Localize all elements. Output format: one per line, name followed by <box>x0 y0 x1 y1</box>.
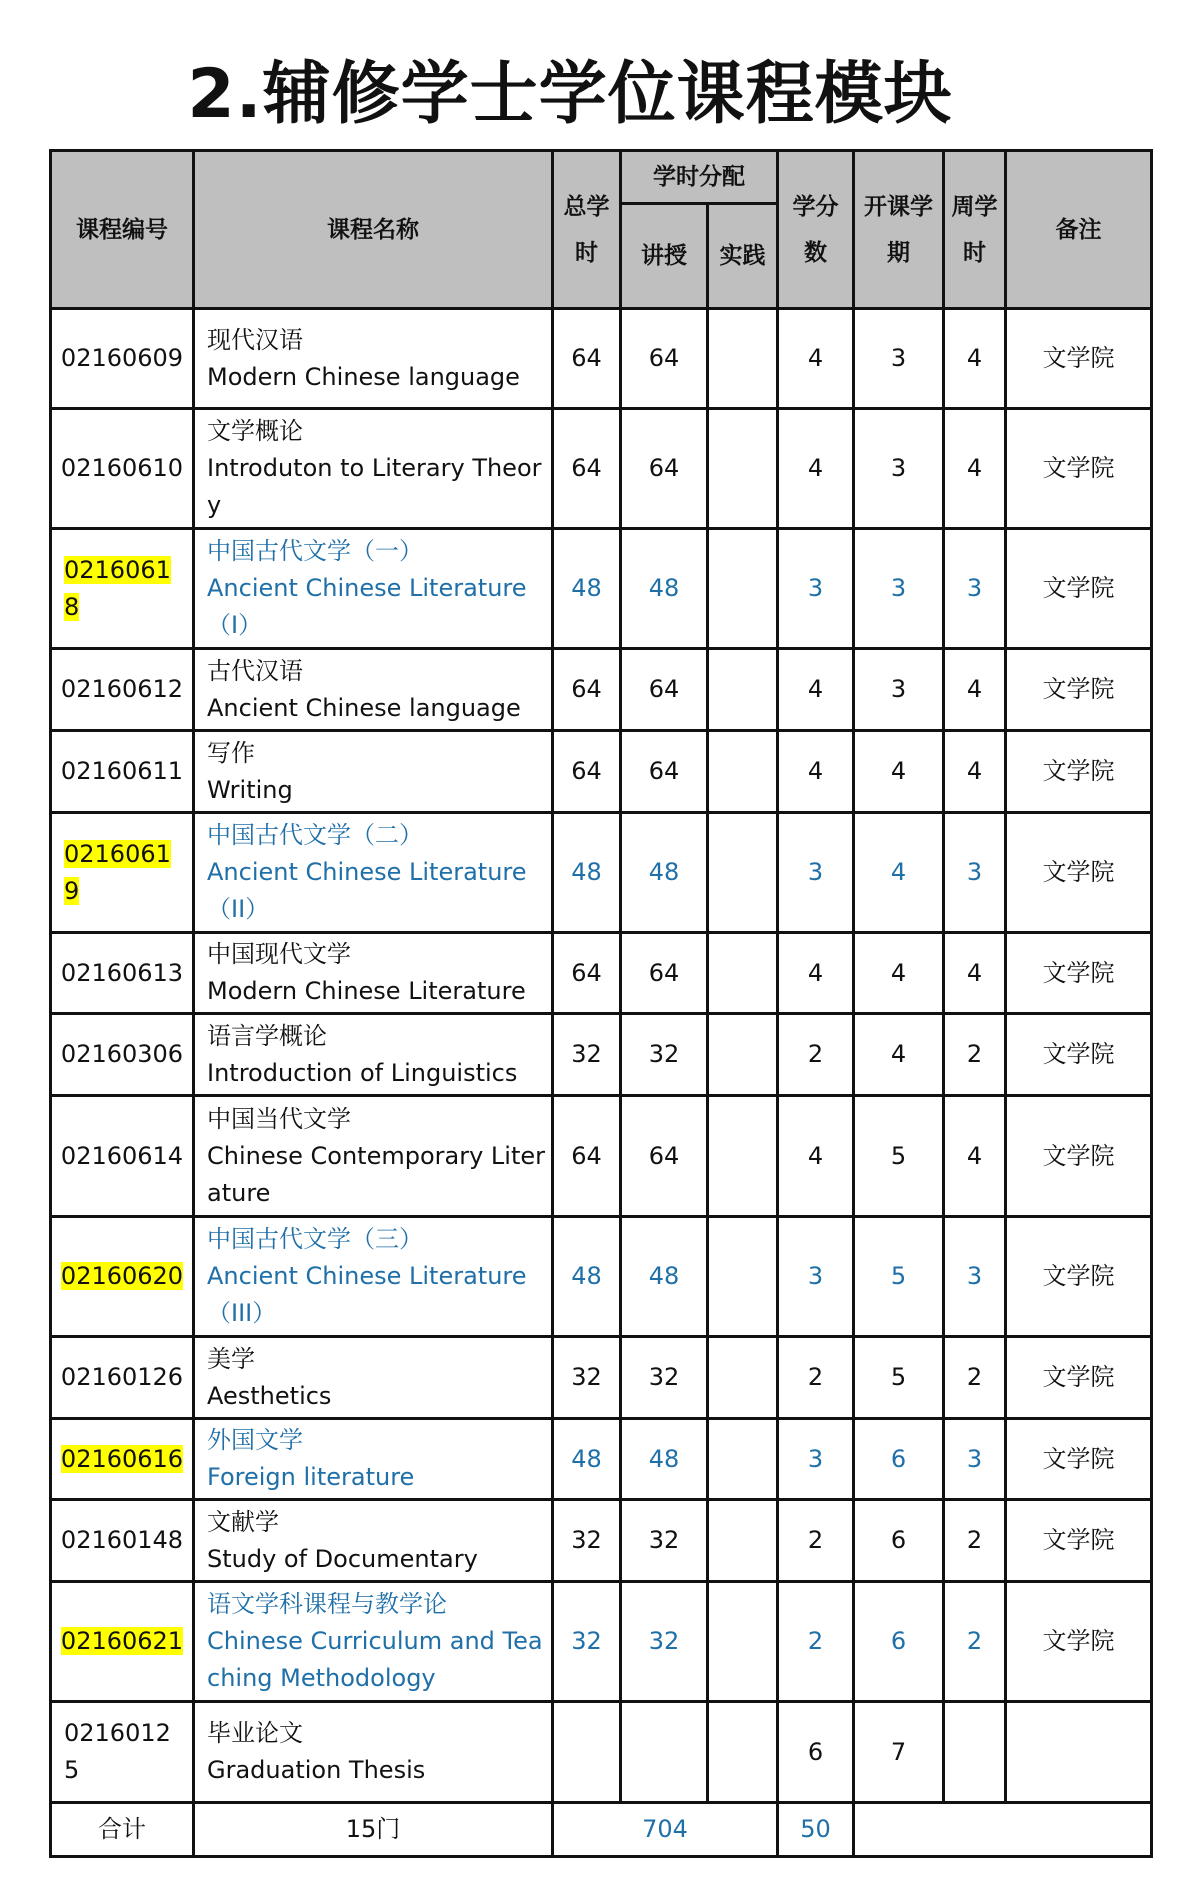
course-row <box>51 309 1152 409</box>
course-code-text: 02160618 <box>64 555 171 621</box>
total-hours-cell: 64 <box>553 649 621 731</box>
lecture-hours-cell: 64 <box>621 1096 708 1217</box>
course-code-text: 02160614 <box>60 1141 184 1170</box>
remark-cell: 文学院 <box>1006 1419 1152 1500</box>
course-row <box>51 1702 1152 1803</box>
lecture-hours-cell: 32 <box>621 1014 708 1096</box>
credits-cell: 4 <box>778 409 854 529</box>
lecture-hours-cell <box>621 1702 708 1803</box>
course-row <box>51 1337 1152 1419</box>
total-credits: 50 <box>778 1803 854 1857</box>
course-row <box>51 529 1152 649</box>
course-code <box>51 1702 194 1803</box>
course-code-text: 02160616 <box>60 1444 184 1473</box>
course-code <box>51 1217 194 1337</box>
course-name-en: Foreign literature <box>207 1463 415 1491</box>
credits-cell: 4 <box>778 649 854 731</box>
header-total-hours: 总学时 <box>553 151 621 309</box>
practice-hours-cell <box>708 933 778 1014</box>
practice-hours-cell <box>708 1014 778 1096</box>
course-row <box>51 649 1152 731</box>
practice-hours-cell <box>708 1096 778 1217</box>
remark-cell: 文学院 <box>1006 933 1152 1014</box>
course-name-en: Ancient Chinese language <box>207 693 521 722</box>
semester-cell: 7 <box>854 1702 944 1803</box>
weekly-hours-cell: 4 <box>944 309 1006 409</box>
course-code <box>51 1419 194 1500</box>
course-code-text: 02160621 <box>60 1627 184 1655</box>
total-hours-cell: 32 <box>553 1500 621 1582</box>
course-name <box>194 1096 553 1217</box>
lecture-hours-cell: 32 <box>621 1500 708 1582</box>
credits-cell: 6 <box>778 1702 854 1803</box>
semester-cell: 5 <box>854 1217 944 1337</box>
course-row <box>51 409 1152 529</box>
course-code-text: 02160612 <box>60 675 184 703</box>
total-hours-cell <box>553 1702 621 1803</box>
credits-cell: 2 <box>778 1582 854 1702</box>
remark-cell: 文学院 <box>1006 1014 1152 1096</box>
practice-hours-cell <box>708 813 778 933</box>
credits-cell: 2 <box>778 1337 854 1419</box>
course-name-cn: 现代汉语 <box>207 325 303 354</box>
course-name <box>194 1702 553 1803</box>
course-name <box>194 813 553 933</box>
course-name-cn: 文学概论 <box>207 417 303 445</box>
remark-cell: 文学院 <box>1006 1582 1152 1702</box>
course-name <box>194 1500 553 1582</box>
practice-hours-cell <box>708 1419 778 1500</box>
course-code-text: 02160148 <box>60 1526 184 1554</box>
header-credits: 学分数 <box>778 151 854 309</box>
semester-cell: 3 <box>854 309 944 409</box>
credits-cell: 3 <box>778 1217 854 1337</box>
course-row <box>51 731 1152 813</box>
practice-hours-cell <box>708 1500 778 1582</box>
semester-cell: 6 <box>854 1419 944 1500</box>
credits-cell: 3 <box>778 529 854 649</box>
course-name-cn: 中国古代文学（二） <box>207 821 423 849</box>
course-code-text: 02160620 <box>60 1262 184 1290</box>
total-empty <box>854 1803 1152 1857</box>
course-name <box>194 409 553 529</box>
course-name-en: Introduton to Literary Theory <box>207 454 542 519</box>
weekly-hours-cell: 3 <box>944 813 1006 933</box>
course-row <box>51 1500 1152 1582</box>
header-practice: 实践 <box>708 204 778 309</box>
course-name-en: Writing <box>207 775 293 804</box>
course-row <box>51 1582 1152 1702</box>
semester-cell: 5 <box>854 1337 944 1419</box>
course-name-en: Study of Documentary <box>207 1544 478 1573</box>
course-code-text: 02160613 <box>60 958 184 987</box>
header-semester: 开课学期 <box>854 151 944 309</box>
semester-cell: 4 <box>854 1014 944 1096</box>
course-code-text: 02160125 <box>64 1719 171 1784</box>
remark-cell <box>1006 1702 1152 1803</box>
lecture-hours-cell: 64 <box>621 409 708 529</box>
weekly-hours-cell <box>944 1702 1006 1803</box>
total-hours-cell: 32 <box>553 1582 621 1702</box>
course-code-text: 02160306 <box>60 1040 184 1068</box>
course-name <box>194 529 553 649</box>
header-lecture: 讲授 <box>621 204 708 309</box>
remark-cell: 文学院 <box>1006 309 1152 409</box>
course-row <box>51 813 1152 933</box>
course-code-text: 02160126 <box>60 1363 184 1391</box>
lecture-hours-cell: 64 <box>621 731 708 813</box>
practice-hours-cell <box>708 649 778 731</box>
course-code <box>51 529 194 649</box>
weekly-hours-cell: 2 <box>944 1500 1006 1582</box>
total-courses: 15门 <box>194 1803 553 1857</box>
weekly-hours-cell: 4 <box>944 649 1006 731</box>
course-code <box>51 731 194 813</box>
total-row <box>51 1803 1152 1857</box>
semester-cell: 4 <box>854 731 944 813</box>
remark-cell: 文学院 <box>1006 649 1152 731</box>
practice-hours-cell <box>708 1702 778 1803</box>
weekly-hours-cell: 4 <box>944 409 1006 529</box>
course-name-en: Aesthetics <box>207 1381 332 1410</box>
semester-cell: 4 <box>854 933 944 1014</box>
course-row <box>51 1217 1152 1337</box>
semester-cell: 5 <box>854 1096 944 1217</box>
course-code <box>51 1337 194 1419</box>
total-hours-cell: 64 <box>553 1096 621 1217</box>
remark-cell: 文学院 <box>1006 731 1152 813</box>
course-name-cn: 毕业论文 <box>207 1719 303 1747</box>
course-name-cn: 外国文学 <box>207 1426 303 1454</box>
semester-cell: 6 <box>854 1500 944 1582</box>
course-name-en: Chinese Curriculum and Teaching Methodology <box>207 1627 543 1692</box>
total-hours-cell: 32 <box>553 1337 621 1419</box>
course-row <box>51 1014 1152 1096</box>
course-code-text: 02160610 <box>60 454 184 482</box>
remark-cell: 文学院 <box>1006 813 1152 933</box>
practice-hours-cell <box>708 409 778 529</box>
course-code-text: 02160611 <box>60 757 184 785</box>
course-name-en: Modern Chinese Literature <box>207 977 526 1005</box>
course-name-en: Ancient Chinese Literature（II） <box>207 858 527 923</box>
course-name <box>194 1014 553 1096</box>
total-hours-cell: 64 <box>553 933 621 1014</box>
practice-hours-cell <box>708 309 778 409</box>
course-name-cn: 中国古代文学（一） <box>207 537 423 565</box>
lecture-hours-cell: 48 <box>621 813 708 933</box>
weekly-hours-cell: 4 <box>944 1096 1006 1217</box>
practice-hours-cell <box>708 1582 778 1702</box>
course-code <box>51 933 194 1014</box>
lecture-hours-cell: 32 <box>621 1337 708 1419</box>
course-code <box>51 1582 194 1702</box>
course-code <box>51 309 194 409</box>
practice-hours-cell <box>708 1337 778 1419</box>
remark-cell: 文学院 <box>1006 1217 1152 1337</box>
course-name-cn: 古代汉语 <box>207 656 303 685</box>
course-name-cn: 文献学 <box>207 1507 279 1536</box>
total-hours-cell: 64 <box>553 309 621 409</box>
total-hours-cell: 48 <box>553 813 621 933</box>
course-code <box>51 409 194 529</box>
course-name <box>194 309 553 409</box>
weekly-hours-cell: 3 <box>944 1217 1006 1337</box>
credits-cell: 3 <box>778 1419 854 1500</box>
course-name-en: Chinese Contemporary Literature <box>207 1141 545 1207</box>
credits-cell: 4 <box>778 731 854 813</box>
semester-cell: 4 <box>854 813 944 933</box>
course-name-cn: 语文学科课程与教学论 <box>207 1590 447 1618</box>
course-code-text: 02160609 <box>60 344 184 372</box>
credits-cell: 4 <box>778 933 854 1014</box>
course-row <box>51 1419 1152 1500</box>
total-hours-cell: 64 <box>553 409 621 529</box>
lecture-hours-cell: 32 <box>621 1582 708 1702</box>
course-name <box>194 731 553 813</box>
total-hours-cell: 64 <box>553 731 621 813</box>
header-code: 课程编号 <box>51 151 194 309</box>
course-name-cn: 中国现代文学 <box>207 940 351 968</box>
weekly-hours-cell: 4 <box>944 731 1006 813</box>
remark-cell: 文学院 <box>1006 409 1152 529</box>
header-hours-alloc: 学时分配 <box>621 151 778 204</box>
total-label: 合计 <box>51 1803 194 1857</box>
practice-hours-cell <box>708 731 778 813</box>
semester-cell: 6 <box>854 1582 944 1702</box>
total-hours-cell: 48 <box>553 1419 621 1500</box>
header-name: 课程名称 <box>194 151 553 309</box>
lecture-hours-cell: 48 <box>621 1419 708 1500</box>
weekly-hours-cell: 4 <box>944 933 1006 1014</box>
course-name-en: Introduction of Linguistics <box>207 1058 518 1087</box>
header-weekly-hours: 周学时 <box>944 151 1006 309</box>
course-name-cn: 中国当代文学 <box>207 1104 351 1133</box>
course-name-cn: 写作 <box>207 738 255 767</box>
total-hours-cell: 48 <box>553 529 621 649</box>
course-code <box>51 649 194 731</box>
course-name <box>194 1582 553 1702</box>
page-title: 2.辅修学士学位课程模块 <box>187 55 953 134</box>
lecture-hours-cell: 48 <box>621 529 708 649</box>
weekly-hours-cell: 2 <box>944 1337 1006 1419</box>
total-hours-cell: 32 <box>553 1014 621 1096</box>
remark-cell: 文学院 <box>1006 529 1152 649</box>
lecture-hours-cell: 48 <box>621 1217 708 1337</box>
remark-cell: 文学院 <box>1006 1500 1152 1582</box>
course-row <box>51 933 1152 1014</box>
semester-cell: 3 <box>854 529 944 649</box>
course-code-text: 02160619 <box>64 839 171 905</box>
course-code <box>51 1500 194 1582</box>
course-name <box>194 649 553 731</box>
weekly-hours-cell: 3 <box>944 529 1006 649</box>
course-name-en: Graduation Thesis <box>207 1756 426 1784</box>
semester-cell: 3 <box>854 649 944 731</box>
semester-cell: 3 <box>854 409 944 529</box>
practice-hours-cell <box>708 1217 778 1337</box>
course-code <box>51 1014 194 1096</box>
credits-cell: 2 <box>778 1500 854 1582</box>
course-name <box>194 1217 553 1337</box>
weekly-hours-cell: 2 <box>944 1582 1006 1702</box>
credits-cell: 4 <box>778 309 854 409</box>
course-code <box>51 1096 194 1217</box>
course-name-en: Ancient Chinese Literature（III） <box>207 1262 527 1327</box>
lecture-hours-cell: 64 <box>621 649 708 731</box>
weekly-hours-cell: 3 <box>944 1419 1006 1500</box>
credits-cell: 3 <box>778 813 854 933</box>
course-name-cn: 中国古代文学（三） <box>207 1225 423 1253</box>
course-name-cn: 语言学概论 <box>207 1021 327 1050</box>
weekly-hours-cell: 2 <box>944 1014 1006 1096</box>
remark-cell: 文学院 <box>1006 1337 1152 1419</box>
credits-cell: 2 <box>778 1014 854 1096</box>
course-name-en: Modern Chinese language <box>207 362 520 391</box>
course-name-cn: 美学 <box>207 1344 255 1373</box>
course-name <box>194 1419 553 1500</box>
course-table <box>49 149 1153 1858</box>
course-name <box>194 1337 553 1419</box>
header-remarks: 备注 <box>1006 151 1152 309</box>
credits-cell: 4 <box>778 1096 854 1217</box>
course-name-en: Ancient Chinese Literature（I） <box>207 574 527 639</box>
lecture-hours-cell: 64 <box>621 933 708 1014</box>
remark-cell: 文学院 <box>1006 1096 1152 1217</box>
lecture-hours-cell: 64 <box>621 309 708 409</box>
practice-hours-cell <box>708 529 778 649</box>
total-hours-cell: 48 <box>553 1217 621 1337</box>
total-hours: 704 <box>553 1803 778 1857</box>
course-name <box>194 933 553 1014</box>
course-code <box>51 813 194 933</box>
course-row <box>51 1096 1152 1217</box>
